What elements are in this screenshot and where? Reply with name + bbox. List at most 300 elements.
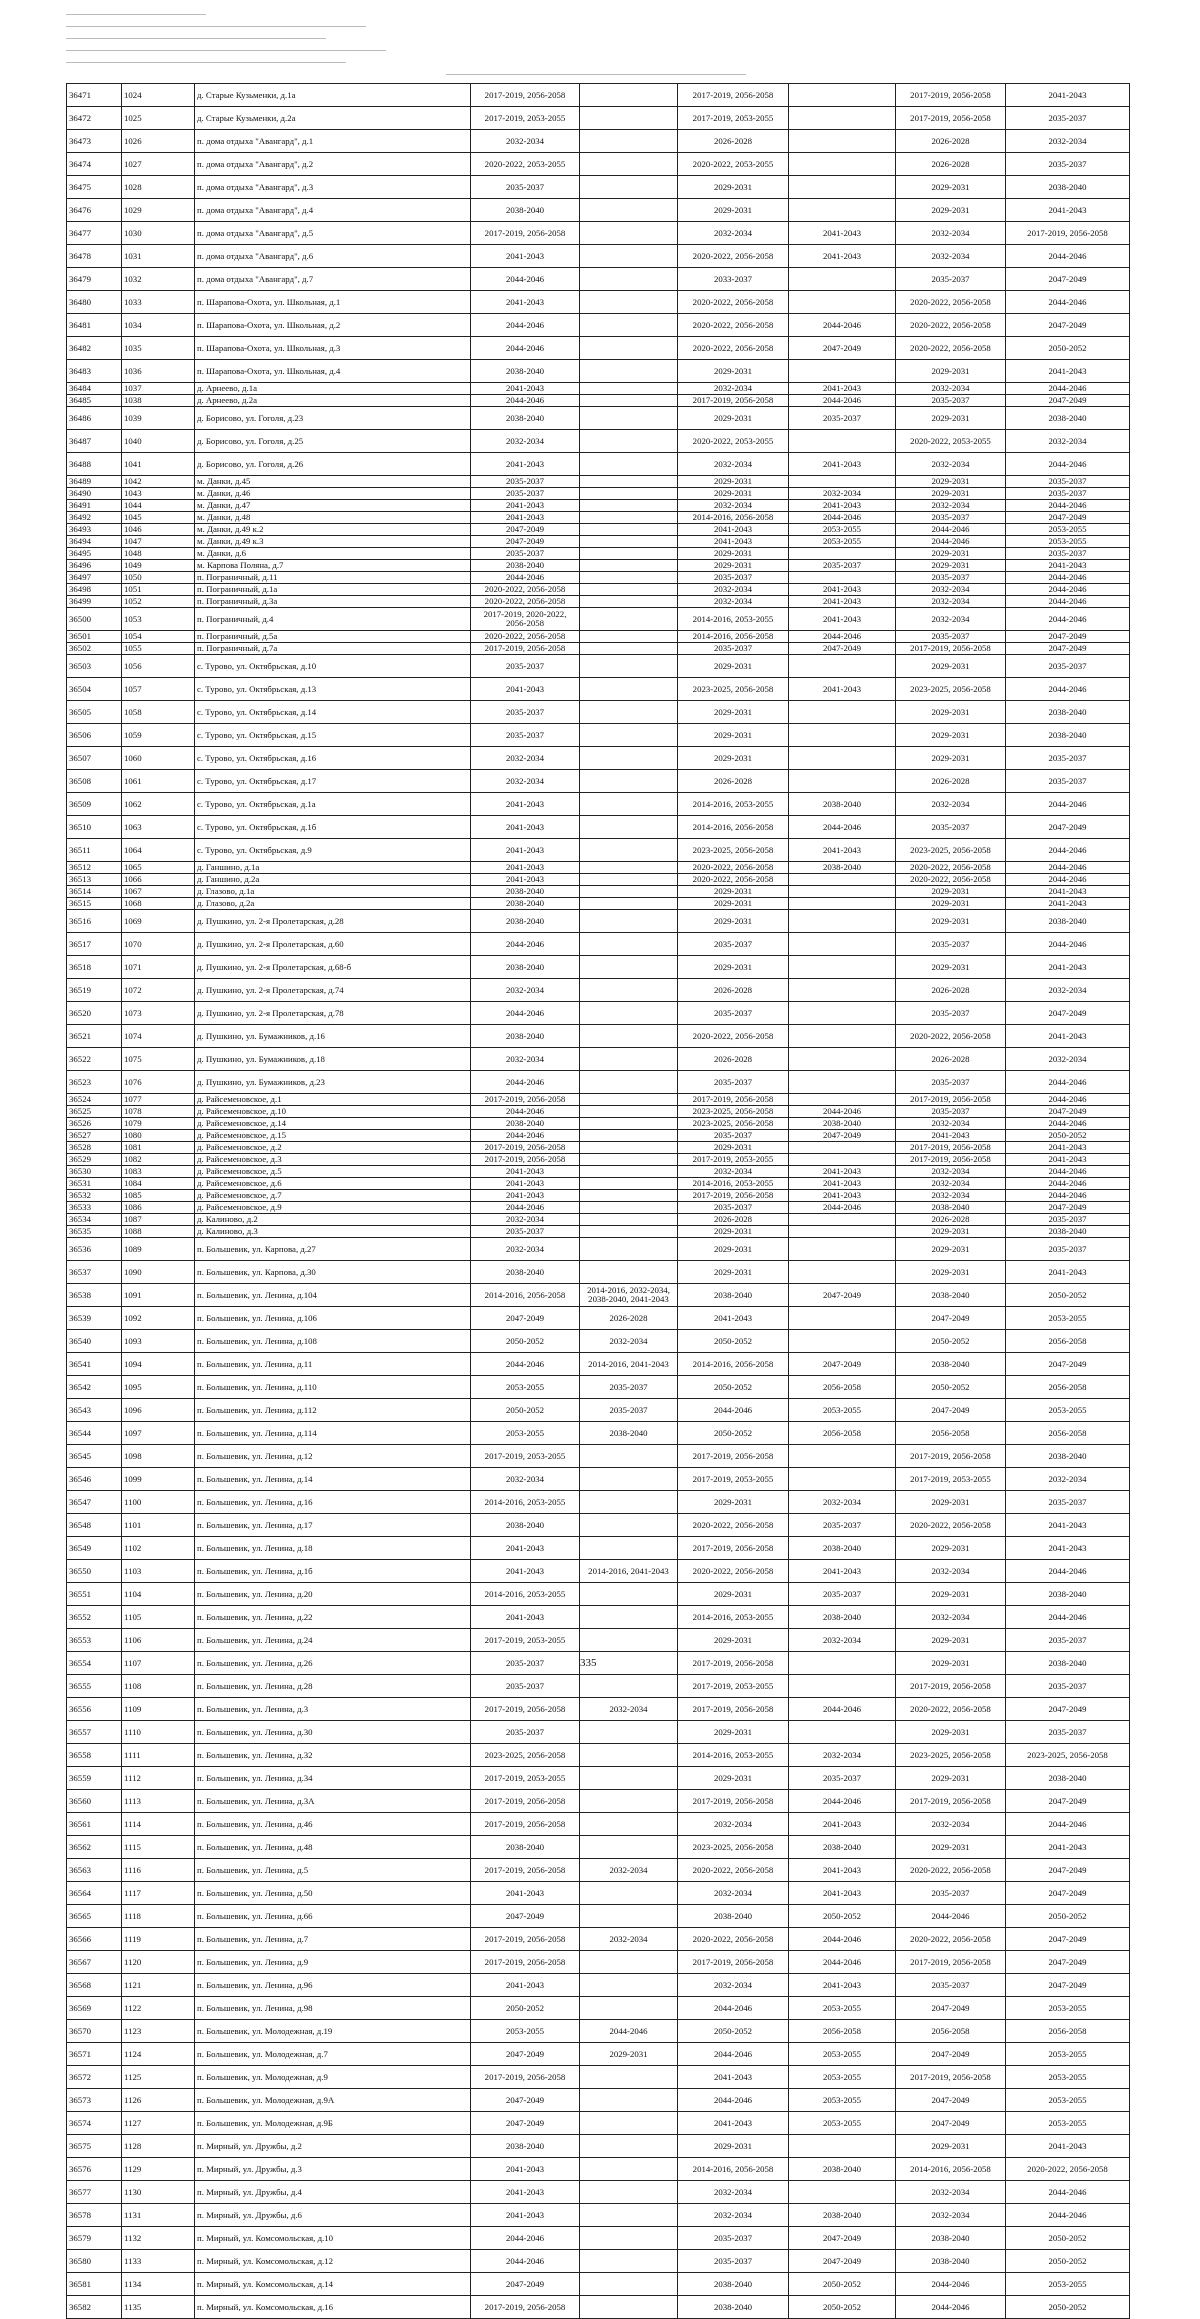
cell-period-1: 2035-2037 bbox=[471, 1721, 580, 1744]
cell-record-no: 36486 bbox=[67, 407, 122, 430]
cell-address: п. Шарапова-Охота, ул. Школьная, д.2 bbox=[195, 314, 471, 337]
cell-period-3: 2020-2022, 2056-2058 bbox=[678, 245, 789, 268]
cell-period-4: 2053-2055 bbox=[789, 1399, 896, 1422]
table-row bbox=[67, 2181, 1130, 2204]
cell-period-2 bbox=[580, 314, 678, 337]
cell-address: с. Турово, ул. Октябрьская, д.1а bbox=[195, 793, 471, 816]
cell-address: д. Арнеево, д.1а bbox=[195, 383, 471, 395]
cell-address: м. Данки, д.6 bbox=[195, 548, 471, 560]
cell-item-no: 1087 bbox=[122, 1214, 195, 1226]
cell-address: п. Большевик, ул. Ленина, д.112 bbox=[195, 1399, 471, 1422]
cell-period-2 bbox=[580, 910, 678, 933]
cell-period-6: 2047-2049 bbox=[1006, 1698, 1130, 1721]
cell-item-no: 1073 bbox=[122, 1002, 195, 1025]
cell-period-4 bbox=[789, 1048, 896, 1071]
cell-period-5: 2029-2031 bbox=[896, 1583, 1006, 1606]
cell-period-3: 2035-2037 bbox=[678, 572, 789, 584]
cell-period-2 bbox=[580, 337, 678, 360]
cell-address: п. Мирный, ул. Дружбы, д.3 bbox=[195, 2158, 471, 2181]
cell-period-5: 2035-2037 bbox=[896, 395, 1006, 407]
cell-period-1: 2035-2037 bbox=[471, 701, 580, 724]
table-row bbox=[67, 1166, 1130, 1178]
cell-period-4 bbox=[789, 2135, 896, 2158]
cell-item-no: 1070 bbox=[122, 933, 195, 956]
cell-item-no: 1114 bbox=[122, 1813, 195, 1836]
cell-period-1: 2035-2037 bbox=[471, 724, 580, 747]
cell-item-no: 1101 bbox=[122, 1514, 195, 1537]
cell-item-no: 1037 bbox=[122, 383, 195, 395]
cell-period-1: 2050-2052 bbox=[471, 1399, 580, 1422]
cell-item-no: 1126 bbox=[122, 2089, 195, 2112]
cell-item-no: 1107 bbox=[122, 1652, 195, 1675]
cell-period-5: 2023-2025, 2056-2058 bbox=[896, 839, 1006, 862]
cell-period-6: 2047-2049 bbox=[1006, 1353, 1130, 1376]
cell-period-6: 2047-2049 bbox=[1006, 1790, 1130, 1813]
cell-period-3: 2017-2019, 2056-2058 bbox=[678, 1190, 789, 1202]
cell-period-4: 2047-2049 bbox=[789, 643, 896, 655]
cell-address: п. дома отдыха "Авангард", д.3 bbox=[195, 176, 471, 199]
table-row bbox=[67, 1997, 1130, 2020]
cell-period-6: 2047-2049 bbox=[1006, 512, 1130, 524]
cell-period-6: 2044-2046 bbox=[1006, 933, 1130, 956]
table-row bbox=[67, 1048, 1130, 1071]
cell-period-3: 2029-2031 bbox=[678, 1629, 789, 1652]
cell-address: п. Большевик, ул. Ленина, д.110 bbox=[195, 1376, 471, 1399]
cell-period-2 bbox=[580, 724, 678, 747]
cell-period-4: 2041-2043 bbox=[789, 1974, 896, 1997]
cell-period-2 bbox=[580, 2089, 678, 2112]
cell-period-2 bbox=[580, 1629, 678, 1652]
cell-period-6: 2035-2037 bbox=[1006, 153, 1130, 176]
cell-period-6: 2044-2046 bbox=[1006, 1190, 1130, 1202]
cell-item-no: 1045 bbox=[122, 512, 195, 524]
cell-item-no: 1026 bbox=[122, 130, 195, 153]
cell-period-6: 2044-2046 bbox=[1006, 596, 1130, 608]
cell-item-no: 1067 bbox=[122, 886, 195, 898]
cell-period-6: 2050-2052 bbox=[1006, 1130, 1130, 1142]
cell-period-1: 2017-2019, 2053-2055 bbox=[471, 1445, 580, 1468]
cell-period-4 bbox=[789, 1025, 896, 1048]
cell-period-5: 2029-2031 bbox=[896, 407, 1006, 430]
cell-period-5: 2047-2049 bbox=[896, 1307, 1006, 1330]
cell-period-3: 2026-2028 bbox=[678, 1048, 789, 1071]
cell-period-6: 2044-2046 bbox=[1006, 608, 1130, 631]
cell-period-3: 2020-2022, 2056-2058 bbox=[678, 1560, 789, 1583]
cell-period-3: 2020-2022, 2053-2055 bbox=[678, 153, 789, 176]
cell-period-5: 2029-2031 bbox=[896, 655, 1006, 678]
cell-item-no: 1075 bbox=[122, 1048, 195, 1071]
cell-address: д. Пушкино, ул. 2-я Пролетарская, д.60 bbox=[195, 933, 471, 956]
cell-period-4: 2041-2043 bbox=[789, 500, 896, 512]
table-row bbox=[67, 1399, 1130, 1422]
table-row bbox=[67, 572, 1130, 584]
cell-record-no: 36471 bbox=[67, 84, 122, 107]
cell-period-4: 2044-2046 bbox=[789, 512, 896, 524]
cell-period-5: 2017-2019, 2056-2058 bbox=[896, 84, 1006, 107]
cell-period-2 bbox=[580, 130, 678, 153]
cell-period-3: 2029-2031 bbox=[678, 886, 789, 898]
cell-period-5: 2032-2034 bbox=[896, 1118, 1006, 1130]
cell-item-no: 1100 bbox=[122, 1491, 195, 1514]
cell-period-6: 2035-2037 bbox=[1006, 1721, 1130, 1744]
table-row bbox=[67, 678, 1130, 701]
cell-item-no: 1056 bbox=[122, 655, 195, 678]
cell-period-3: 2026-2028 bbox=[678, 979, 789, 1002]
cell-address: п. Большевик, ул. Ленина, д.3А bbox=[195, 1790, 471, 1813]
cell-period-5: 2023-2025, 2056-2058 bbox=[896, 1744, 1006, 1767]
cell-period-2 bbox=[580, 1261, 678, 1284]
cell-item-no: 1112 bbox=[122, 1767, 195, 1790]
cell-address: д. Райсеменовское, д.14 bbox=[195, 1118, 471, 1130]
cell-period-3: 2029-2031 bbox=[678, 1583, 789, 1606]
cell-item-no: 1074 bbox=[122, 1025, 195, 1048]
cell-period-2 bbox=[580, 407, 678, 430]
cell-period-6: 2038-2040 bbox=[1006, 1767, 1130, 1790]
cell-period-1: 2038-2040 bbox=[471, 407, 580, 430]
cell-period-3: 2029-2031 bbox=[678, 2135, 789, 2158]
cell-period-5: 2029-2031 bbox=[896, 1261, 1006, 1284]
cell-period-2 bbox=[580, 1767, 678, 1790]
cell-item-no: 1113 bbox=[122, 1790, 195, 1813]
cell-period-3: 2014-2016, 2053-2055 bbox=[678, 1744, 789, 1767]
cell-period-1: 2041-2043 bbox=[471, 1190, 580, 1202]
cell-record-no: 36560 bbox=[67, 1790, 122, 1813]
cell-address: д. Райсеменовское, д.2 bbox=[195, 1142, 471, 1154]
cell-address: п. дома отдыха "Авангард", д.1 bbox=[195, 130, 471, 153]
cell-period-2 bbox=[580, 153, 678, 176]
cell-period-5: 2029-2031 bbox=[896, 747, 1006, 770]
cell-period-2: 2029-2031 bbox=[580, 2043, 678, 2066]
cell-record-no: 36483 bbox=[67, 360, 122, 383]
cell-address: д. Пушкино, ул. 2-я Пролетарская, д.78 bbox=[195, 1002, 471, 1025]
table-row bbox=[67, 631, 1130, 643]
cell-item-no: 1120 bbox=[122, 1951, 195, 1974]
cell-period-1: 2047-2049 bbox=[471, 2273, 580, 2296]
cell-period-4 bbox=[789, 2181, 896, 2204]
cell-period-2 bbox=[580, 1130, 678, 1142]
cell-period-3: 2026-2028 bbox=[678, 770, 789, 793]
cell-record-no: 36506 bbox=[67, 724, 122, 747]
cell-period-2 bbox=[580, 979, 678, 1002]
cell-address: д. Арнеево, д.2а bbox=[195, 395, 471, 407]
cell-record-no: 36517 bbox=[67, 933, 122, 956]
cell-address: д. Старые Кузьменки, д.2а bbox=[195, 107, 471, 130]
cell-period-1: 2038-2040 bbox=[471, 1025, 580, 1048]
cell-address: п. Большевик, ул. Ленина, д.46 bbox=[195, 1813, 471, 1836]
cell-period-6: 2032-2034 bbox=[1006, 430, 1130, 453]
cell-period-6: 2035-2037 bbox=[1006, 548, 1130, 560]
cell-period-6: 2044-2046 bbox=[1006, 1166, 1130, 1178]
cell-period-6: 2050-2052 bbox=[1006, 2296, 1130, 2319]
cell-address: п. Большевик, ул. Ленина, д.3 bbox=[195, 1698, 471, 1721]
cell-period-5: 2029-2031 bbox=[896, 1226, 1006, 1238]
cell-period-5: 2029-2031 bbox=[896, 1537, 1006, 1560]
cell-period-2 bbox=[580, 1537, 678, 1560]
cell-period-5: 2017-2019, 2056-2058 bbox=[896, 643, 1006, 655]
cell-period-5: 2032-2034 bbox=[896, 2181, 1006, 2204]
cell-period-5: 2029-2031 bbox=[896, 1836, 1006, 1859]
cell-period-2 bbox=[580, 2296, 678, 2319]
cell-address: д. Райсеменовское, д.15 bbox=[195, 1130, 471, 1142]
cell-record-no: 36476 bbox=[67, 199, 122, 222]
cell-period-2 bbox=[580, 453, 678, 476]
table-row bbox=[67, 1118, 1130, 1130]
cell-period-5: 2020-2022, 2056-2058 bbox=[896, 1514, 1006, 1537]
cell-item-no: 1053 bbox=[122, 608, 195, 631]
cell-item-no: 1094 bbox=[122, 1353, 195, 1376]
cell-period-1: 2041-2043 bbox=[471, 291, 580, 314]
cell-period-5: 2032-2034 bbox=[896, 1813, 1006, 1836]
cell-period-1: 2044-2046 bbox=[471, 1002, 580, 1025]
cell-period-3: 2020-2022, 2056-2058 bbox=[678, 1928, 789, 1951]
cell-period-1: 2032-2034 bbox=[471, 130, 580, 153]
cell-address: п. Большевик, ул. Ленина, д.20 bbox=[195, 1583, 471, 1606]
table-row bbox=[67, 770, 1130, 793]
cell-record-no: 36575 bbox=[67, 2135, 122, 2158]
cell-period-3: 2029-2031 bbox=[678, 476, 789, 488]
cell-period-6: 2056-2058 bbox=[1006, 1376, 1130, 1399]
cell-period-5: 2023-2025, 2056-2058 bbox=[896, 678, 1006, 701]
cell-period-2 bbox=[580, 395, 678, 407]
cell-address: д. Райсеменовское, д.3 bbox=[195, 1154, 471, 1166]
cell-period-1: 2032-2034 bbox=[471, 1238, 580, 1261]
cell-period-1: 2035-2037 bbox=[471, 548, 580, 560]
cell-period-5: 2029-2031 bbox=[896, 701, 1006, 724]
cell-record-no: 36541 bbox=[67, 1353, 122, 1376]
cell-item-no: 1092 bbox=[122, 1307, 195, 1330]
cell-period-5: 2035-2037 bbox=[896, 268, 1006, 291]
cell-record-no: 36513 bbox=[67, 874, 122, 886]
cell-item-no: 1046 bbox=[122, 524, 195, 536]
table-row bbox=[67, 176, 1130, 199]
cell-period-2 bbox=[580, 2112, 678, 2135]
cell-address: п. Большевик, ул. Ленина, д.48 bbox=[195, 1836, 471, 1859]
cell-period-2 bbox=[580, 793, 678, 816]
table-row bbox=[67, 2020, 1130, 2043]
table-row bbox=[67, 1468, 1130, 1491]
cell-item-no: 1080 bbox=[122, 1130, 195, 1142]
cell-record-no: 36535 bbox=[67, 1226, 122, 1238]
cell-period-3: 2029-2031 bbox=[678, 910, 789, 933]
cell-period-5: 2038-2040 bbox=[896, 2250, 1006, 2273]
cell-period-5: 2032-2034 bbox=[896, 2204, 1006, 2227]
cell-item-no: 1040 bbox=[122, 430, 195, 453]
cell-address: м. Данки, д.47 bbox=[195, 500, 471, 512]
cell-period-1: 2041-2043 bbox=[471, 383, 580, 395]
cell-period-6: 2047-2049 bbox=[1006, 1202, 1130, 1214]
cell-period-2 bbox=[580, 1813, 678, 1836]
table-row bbox=[67, 1491, 1130, 1514]
cell-period-6: 2041-2043 bbox=[1006, 2135, 1130, 2158]
cell-item-no: 1050 bbox=[122, 572, 195, 584]
cell-period-4: 2041-2043 bbox=[789, 1813, 896, 1836]
cell-period-6: 2023-2025, 2056-2058 bbox=[1006, 1744, 1130, 1767]
cell-period-6: 2035-2037 bbox=[1006, 770, 1130, 793]
cell-period-3: 2033-2037 bbox=[678, 268, 789, 291]
cell-period-5: 2017-2019, 2056-2058 bbox=[896, 107, 1006, 130]
cell-address: п. дома отдыха "Авангард", д.6 bbox=[195, 245, 471, 268]
cell-period-4 bbox=[789, 886, 896, 898]
cell-period-3: 2017-2019, 2056-2058 bbox=[678, 84, 789, 107]
cell-period-3: 2029-2031 bbox=[678, 407, 789, 430]
cell-period-1: 2017-2019, 2056-2058 bbox=[471, 1790, 580, 1813]
table-row bbox=[67, 2158, 1130, 2181]
cell-address: п. Большевик, ул. Ленина, д.12 bbox=[195, 1445, 471, 1468]
cell-record-no: 36561 bbox=[67, 1813, 122, 1836]
cell-period-1: 2044-2046 bbox=[471, 2250, 580, 2273]
cell-period-6: 2038-2040 bbox=[1006, 1445, 1130, 1468]
cell-period-2 bbox=[580, 956, 678, 979]
cell-period-3: 2020-2022, 2056-2058 bbox=[678, 314, 789, 337]
cell-period-2: 2035-2037 bbox=[580, 1399, 678, 1422]
table-row bbox=[67, 360, 1130, 383]
cell-period-3: 2050-2052 bbox=[678, 2020, 789, 2043]
cell-period-1: 2038-2040 bbox=[471, 1836, 580, 1859]
cell-period-4 bbox=[789, 1094, 896, 1106]
cell-period-3: 2029-2031 bbox=[678, 701, 789, 724]
table-row bbox=[67, 1025, 1130, 1048]
cell-period-1: 2041-2043 bbox=[471, 1178, 580, 1190]
cell-period-4 bbox=[789, 572, 896, 584]
cell-period-2 bbox=[580, 1178, 678, 1190]
cell-period-4 bbox=[789, 770, 896, 793]
cell-address: с. Турово, ул. Октябрьская, д.16 bbox=[195, 747, 471, 770]
cell-address: п. Большевик, ул. Ленина, д.9 bbox=[195, 1951, 471, 1974]
table-row bbox=[67, 500, 1130, 512]
cell-item-no: 1031 bbox=[122, 245, 195, 268]
cell-item-no: 1048 bbox=[122, 548, 195, 560]
cell-period-2 bbox=[580, 1238, 678, 1261]
cell-period-4: 2047-2049 bbox=[789, 1353, 896, 1376]
cell-period-5: 2029-2031 bbox=[896, 476, 1006, 488]
cell-period-2 bbox=[580, 584, 678, 596]
cell-period-3: 2014-2016, 2056-2058 bbox=[678, 631, 789, 643]
cell-record-no: 36489 bbox=[67, 476, 122, 488]
cell-item-no: 1079 bbox=[122, 1118, 195, 1130]
cell-period-1: 2017-2019, 2056-2058 bbox=[471, 1154, 580, 1166]
cell-period-2 bbox=[580, 886, 678, 898]
cell-period-4 bbox=[789, 1445, 896, 1468]
cell-period-4 bbox=[789, 1652, 896, 1675]
cell-address: д. Глазово, д.1а bbox=[195, 886, 471, 898]
cell-record-no: 36496 bbox=[67, 560, 122, 572]
cell-period-1: 2044-2046 bbox=[471, 314, 580, 337]
cell-period-5: 2056-2058 bbox=[896, 2020, 1006, 2043]
table-row bbox=[67, 1560, 1130, 1583]
cell-record-no: 36537 bbox=[67, 1261, 122, 1284]
cell-record-no: 36558 bbox=[67, 1744, 122, 1767]
cell-period-5: 2020-2022, 2056-2058 bbox=[896, 1698, 1006, 1721]
cell-period-5: 2032-2034 bbox=[896, 1190, 1006, 1202]
cell-period-3: 2044-2046 bbox=[678, 2089, 789, 2112]
cell-period-1: 2047-2049 bbox=[471, 2089, 580, 2112]
cell-record-no: 36475 bbox=[67, 176, 122, 199]
cell-record-no: 36482 bbox=[67, 337, 122, 360]
cell-item-no: 1102 bbox=[122, 1537, 195, 1560]
cell-period-5: 2020-2022, 2056-2058 bbox=[896, 862, 1006, 874]
cell-period-2 bbox=[580, 1974, 678, 1997]
cell-period-3: 2020-2022, 2053-2055 bbox=[678, 430, 789, 453]
cell-address: п. Большевик, ул. Ленина, д.16 bbox=[195, 1491, 471, 1514]
cell-address: д. Райсеменовское, д.10 bbox=[195, 1106, 471, 1118]
table-row bbox=[67, 898, 1130, 910]
cell-period-6: 2047-2049 bbox=[1006, 1928, 1130, 1951]
cell-record-no: 36565 bbox=[67, 1905, 122, 1928]
cell-period-5: 2029-2031 bbox=[896, 1767, 1006, 1790]
cell-period-6: 2041-2043 bbox=[1006, 956, 1130, 979]
cell-period-6: 2044-2046 bbox=[1006, 1813, 1130, 1836]
cell-period-4: 2038-2040 bbox=[789, 1118, 896, 1130]
cell-period-3: 2032-2034 bbox=[678, 2204, 789, 2227]
table-row bbox=[67, 793, 1130, 816]
table-row bbox=[67, 1836, 1130, 1859]
cell-period-3: 2017-2019, 2053-2055 bbox=[678, 1154, 789, 1166]
cell-period-6: 2047-2049 bbox=[1006, 1974, 1130, 1997]
cell-period-1: 2044-2046 bbox=[471, 933, 580, 956]
cell-period-2: 2044-2046 bbox=[580, 2020, 678, 2043]
cell-period-1: 2032-2034 bbox=[471, 1048, 580, 1071]
cell-period-3: 2050-2052 bbox=[678, 1330, 789, 1353]
cell-period-3: 2017-2019, 2053-2055 bbox=[678, 1675, 789, 1698]
cell-period-6: 2038-2040 bbox=[1006, 1583, 1130, 1606]
table-row bbox=[67, 608, 1130, 631]
cell-period-3: 2032-2034 bbox=[678, 1974, 789, 1997]
cell-period-6: 2041-2043 bbox=[1006, 1836, 1130, 1859]
table-row bbox=[67, 1130, 1130, 1142]
cell-item-no: 1059 bbox=[122, 724, 195, 747]
cell-item-no: 1090 bbox=[122, 1261, 195, 1284]
cell-item-no: 1063 bbox=[122, 816, 195, 839]
cell-address: п. Большевик, ул. Ленина, д.14 bbox=[195, 1468, 471, 1491]
table-row bbox=[67, 1094, 1130, 1106]
cell-item-no: 1036 bbox=[122, 360, 195, 383]
table-row bbox=[67, 268, 1130, 291]
cell-period-1: 2050-2052 bbox=[471, 1330, 580, 1353]
cell-period-1: 2035-2037 bbox=[471, 476, 580, 488]
cell-record-no: 36567 bbox=[67, 1951, 122, 1974]
cell-period-1: 2023-2025, 2056-2058 bbox=[471, 1744, 580, 1767]
cell-period-3: 2029-2031 bbox=[678, 956, 789, 979]
cell-period-4: 2041-2043 bbox=[789, 222, 896, 245]
cell-period-5: 2017-2019, 2056-2058 bbox=[896, 1790, 1006, 1813]
cell-period-6: 2044-2046 bbox=[1006, 793, 1130, 816]
cell-record-no: 36545 bbox=[67, 1445, 122, 1468]
table-row bbox=[67, 560, 1130, 572]
cell-period-2 bbox=[580, 1214, 678, 1226]
cell-address: д. Борисово, ул. Гоголя, д.23 bbox=[195, 407, 471, 430]
cell-period-4 bbox=[789, 933, 896, 956]
cell-period-6: 2017-2019, 2056-2058 bbox=[1006, 222, 1130, 245]
cell-period-4: 2041-2043 bbox=[789, 1178, 896, 1190]
cell-item-no: 1049 bbox=[122, 560, 195, 572]
cell-period-5: 2020-2022, 2056-2058 bbox=[896, 874, 1006, 886]
cell-period-4 bbox=[789, 291, 896, 314]
table-row bbox=[67, 839, 1130, 862]
cell-address: д. Калиново, д.2 bbox=[195, 1214, 471, 1226]
cell-address: д. Райсеменовское, д.9 bbox=[195, 1202, 471, 1214]
table-row bbox=[67, 643, 1130, 655]
cell-period-2 bbox=[580, 430, 678, 453]
cell-address: п. дома отдыха "Авангард", д.4 bbox=[195, 199, 471, 222]
cell-period-3: 2023-2025, 2056-2058 bbox=[678, 1118, 789, 1130]
cell-address: п. Большевик, ул. Ленина, д.24 bbox=[195, 1629, 471, 1652]
cell-period-4 bbox=[789, 1154, 896, 1166]
cell-item-no: 1029 bbox=[122, 199, 195, 222]
cell-item-no: 1051 bbox=[122, 584, 195, 596]
cell-period-6: 2053-2055 bbox=[1006, 1307, 1130, 1330]
cell-period-1: 2038-2040 bbox=[471, 360, 580, 383]
table-row bbox=[67, 1376, 1130, 1399]
